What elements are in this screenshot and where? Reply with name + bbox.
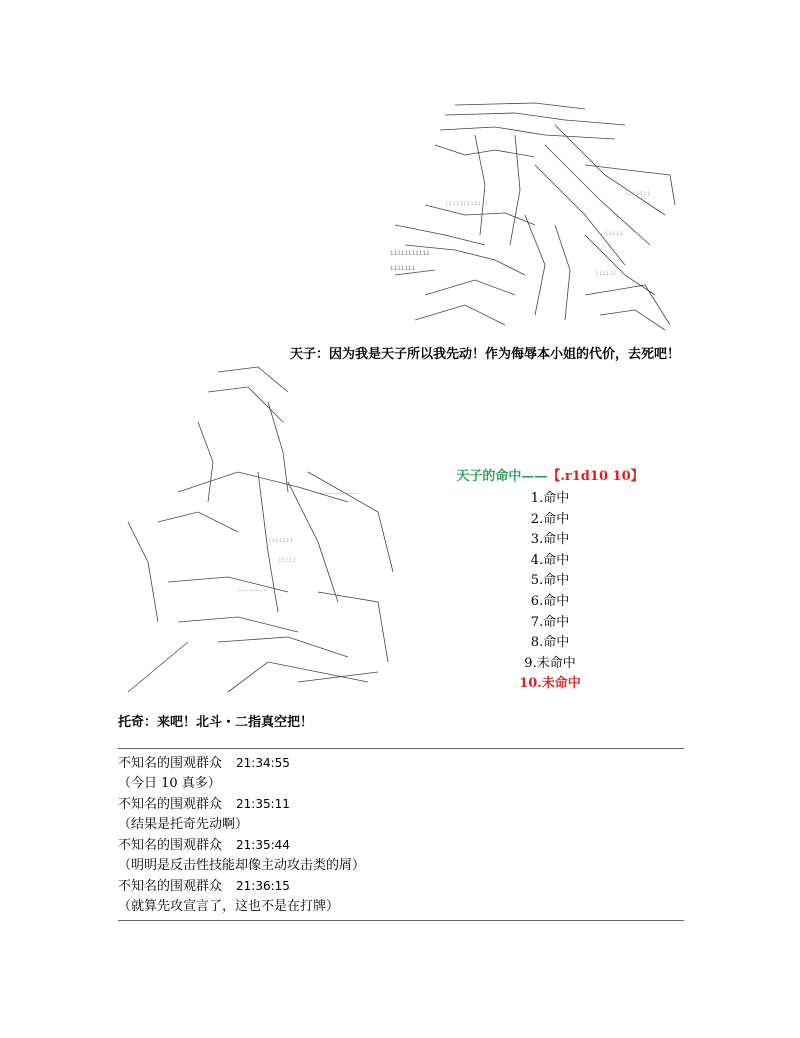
svg-text::::::::: ::::::: — [625, 190, 651, 197]
comment — [118, 794, 684, 835]
comment-author: 不知名的围观群众 — [118, 797, 223, 812]
roll-result — [440, 465, 660, 695]
comment-time: 21:35:11 — [236, 797, 290, 811]
roll-item: 3.命中 — [530, 532, 570, 548]
comment — [118, 835, 684, 876]
svg-text:iiiiiii: iiiiiii — [390, 265, 416, 272]
svg-text:--------: -------- — [238, 587, 267, 594]
svg-text::::::: ::::: — [605, 230, 624, 237]
svg-text::::::: ::::: — [278, 557, 297, 564]
comment-author: 不知名的围观群众 — [118, 756, 223, 771]
svg-text:___________: ___________ — [318, 487, 358, 494]
roll-header — [440, 465, 660, 484]
roll-title: 天子的命中—— — [456, 469, 548, 484]
dialog-tenshi: 天子：因为我是天子所以我先动！作为侮辱本小姐的代价，去死吧！ — [289, 347, 680, 362]
comment-text: （明明是反击性技能却像主动攻击类的屑） — [118, 857, 366, 873]
comment-time: 21:35:44 — [236, 838, 290, 852]
ascii-art-toki — [118, 362, 408, 697]
ascii-art-tenshi — [385, 95, 685, 335]
roll-item: 7.命中 — [530, 614, 570, 630]
roll-item: 6.命中 — [530, 593, 570, 609]
comment-text: （结果是托奇先动啊） — [118, 816, 249, 832]
roll-item: 4.命中 — [530, 552, 570, 568]
roll-command: 【.r1d10 10】 — [547, 469, 644, 484]
comment — [118, 876, 684, 917]
roll-list — [440, 489, 660, 695]
svg-text:iiiiiiiiiii: iiiiiiiiiii — [390, 250, 430, 257]
roll-item: 8.命中 — [530, 635, 570, 651]
svg-text::::::::: ::::::: — [268, 537, 294, 544]
comment-section — [118, 748, 684, 921]
roll-item-highlight: 10.未命中 — [519, 676, 581, 692]
comment-author: 不知名的围观群众 — [118, 879, 223, 894]
comment-author: 不知名的围观群众 — [118, 838, 223, 853]
roll-item: 1.命中 — [530, 491, 570, 506]
roll-item: 9.未命中 — [524, 655, 576, 671]
comment — [118, 753, 684, 794]
svg-text:::::::::::::: :::::::::::: — [445, 200, 489, 207]
comment-text: （就算先攻宣言了，这也不是在打牌） — [118, 898, 340, 914]
comment-text: （今日 10 真多） — [118, 775, 221, 791]
comment-time: 21:34:55 — [236, 756, 290, 770]
roll-item: 2.命中 — [530, 511, 570, 527]
comment-time: 21:36:15 — [236, 879, 290, 893]
roll-item: 5.命中 — [530, 573, 570, 589]
svg-text:::::::: :::::: — [595, 270, 617, 277]
dialog-toki: 托奇：来吧！北斗・二指真空把！ — [118, 715, 314, 730]
